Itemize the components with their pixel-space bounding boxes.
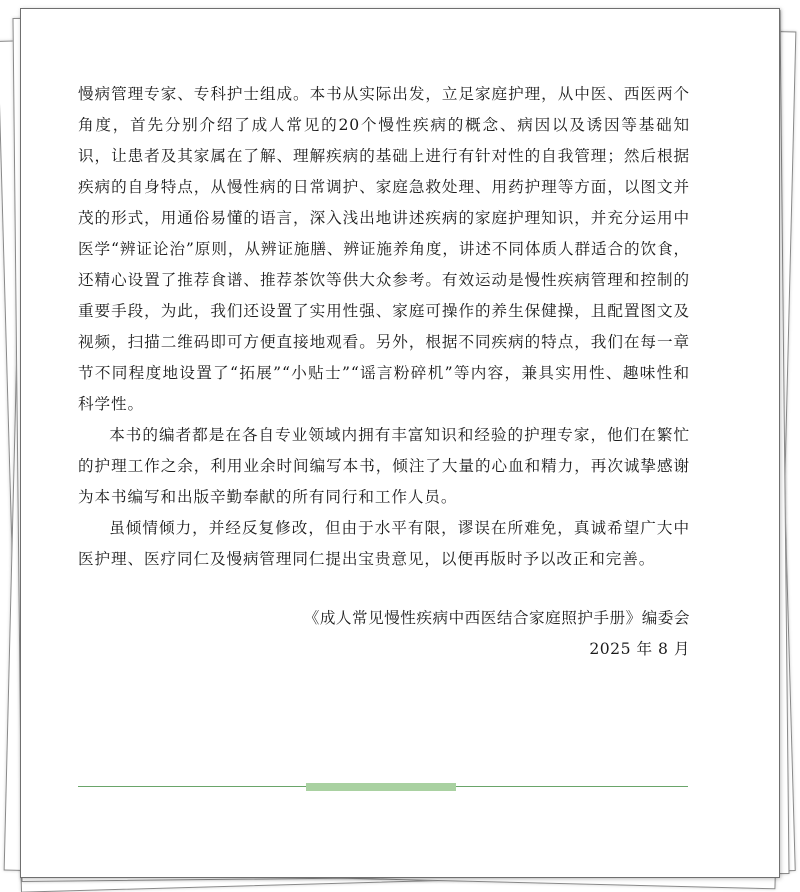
paragraph-closing: 虽倾情倾力，并经反复修改，但由于水平有限，谬误在所难免，真诚希望广大中医护理、医疗同仁及慢病管理同仁提出宝贵意见，以便再版时予以改正和完善。 [78, 519, 690, 568]
paragraph-editors: 本书的编者都是在各自专业领域内拥有丰富知识和经验的护理专家，他们在繁忙的护理工作之余，利用业余时间编写本书，倾注了大量的心血和精力，再次诚挚感谢为本书编写和出版辛勤奉献的所有同行和工作人员。 [78, 426, 690, 506]
paragraph-continuation: 慢病管理专家、专科护士组成。本书从实际出发，立足家庭护理，从中医、西医两个角度，首先分别介绍了成人常见的20个慢性疾病的概念、病因以及诱因等基础知识，让患者及其家属在了解、理解疾病的基础上进行有针对性的自我管理；然后根据疾病的自身特点，从慢性病的日常调护、家庭急救处理、用药护理等方面，以图文并茂的形式，用通俗易懂的语言，深入浅出地讲述疾病的家庭护理知识，并充分运用中医学“辨证论治”原则，从辨证施膳、辨证施养角度，讲述不同体质人群适合的饮食，还精心设置了推荐食谱、推荐茶饮等供大众参考。有效运动是慢性疾病管理和控制的重要手段，为此，我们还设置了实用性强、家庭可操作的养生保健操，且配置图文及视频，扫描二维码即可方便直接地观看。另外，根据不同疾病的特点，我们在每一章节不同程度地设置了“拓展”“小贴士”“谣言粉碎机”等内容，兼具实用性、趣味性和科学性。 [78, 85, 690, 413]
spacer [78, 575, 690, 603]
document-body [78, 79, 690, 665]
footer-divider-accent [306, 783, 456, 791]
editorial-committee-signature: 《成人常见慢性疾病中西医结合家庭照护手册》编委会 [303, 609, 690, 627]
publication-date: 2025 年 8 月 [589, 640, 690, 658]
